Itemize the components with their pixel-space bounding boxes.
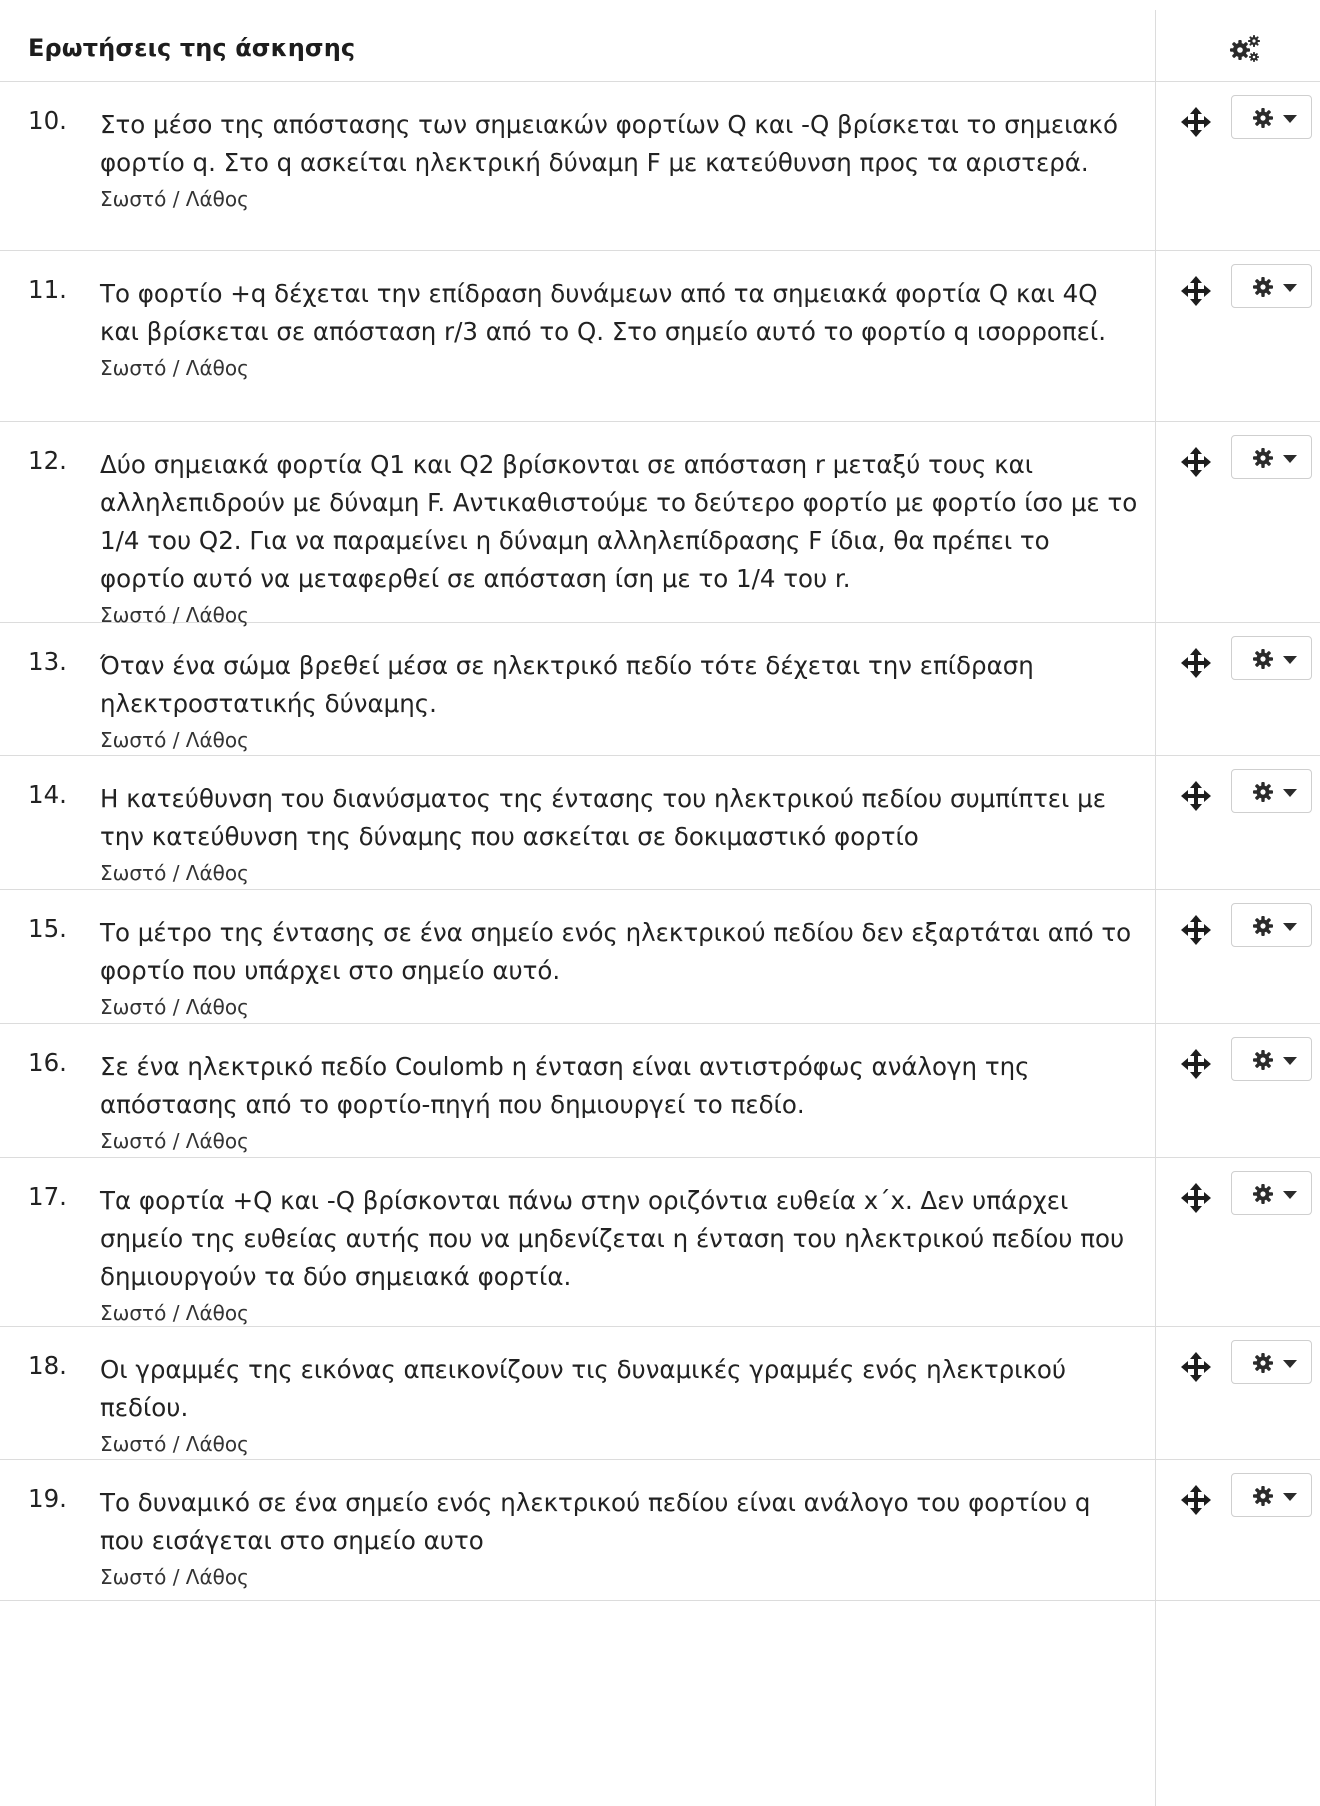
gear-icon xyxy=(1252,1049,1274,1071)
caret-down-icon xyxy=(1283,115,1297,123)
caret-down-icon xyxy=(1283,789,1297,797)
question-text-label: Το δυναμικό σε ένα σημείο ενός ηλεκτρικού πεδίου είναι ανάλογο του φορτίου q που εισάγεται στο σημείο αυτο xyxy=(100,1488,1091,1555)
table-header xyxy=(0,0,1320,82)
caret-down-icon xyxy=(1283,455,1297,463)
question-row xyxy=(0,251,1320,422)
question-row xyxy=(0,422,1320,627)
question-text-label: Η κατεύθυνση του διανύσματος της έντασης του ηλεκτρικού πεδίου συμπίπτει με την κατεύθυνση της δύναμης που ασκείται σε δοκιμαστικό φορτίο xyxy=(100,784,1106,851)
question-row xyxy=(0,82,1320,251)
question-type: Σωστό / Λάθος xyxy=(100,995,249,1019)
move-arrows-icon[interactable] xyxy=(1181,781,1211,811)
question-type: Σωστό / Λάθος xyxy=(100,1129,249,1153)
question-text-label: Δύο σημειακά φορτία Q1 και Q2 βρίσκονται σε απόσταση r μεταξύ τους και αλληλεπιδρούν με δύναμη F. Αντικαθιστούμε το δεύτερο φορτίο με φορτίο ίσο με το 1/4 του Q2. Για να παραμείνει η δύναμη αλληλεπίδρασης F ίδια, θα πρέπει το φορτίο αυτό να μεταφερθεί σε απόσταση ίση με το 1/4 του r. xyxy=(100,450,1138,593)
question-menu-button[interactable] xyxy=(1231,1037,1312,1081)
question-menu-button[interactable] xyxy=(1231,769,1312,813)
question-text[interactable] xyxy=(100,1351,1140,1457)
question-number: 18. xyxy=(28,1351,67,1380)
question-text[interactable] xyxy=(100,647,1140,753)
question-type: Σωστό / Λάθος xyxy=(100,861,249,885)
gear-icon xyxy=(1252,107,1274,129)
question-number: 13. xyxy=(28,647,67,676)
question-number: 11. xyxy=(28,275,67,304)
question-number: 12. xyxy=(28,446,67,475)
question-text[interactable] xyxy=(100,106,1140,212)
caret-down-icon xyxy=(1283,1191,1297,1199)
page-title: Ερωτήσεις της άσκησης xyxy=(28,34,356,62)
question-row xyxy=(0,623,1320,756)
question-text[interactable] xyxy=(100,914,1140,1020)
move-arrows-icon[interactable] xyxy=(1181,1049,1211,1079)
question-text[interactable] xyxy=(100,1048,1140,1154)
gear-icon xyxy=(1252,1485,1274,1507)
question-text-label: Τα φορτία +Q και -Q βρίσκονται πάνω στην οριζόντια ευθεία x΄x. Δεν υπάρχει σημείο της ευθείας αυτής που να μηδενίζεται η ένταση του ηλεκτρικού πεδίου που δημιουργούν τα δύο σημειακά φορτία. xyxy=(100,1186,1125,1291)
question-text-label: Σε ένα ηλεκτρικό πεδίο Coulomb η ένταση είναι αντιστρόφως ανάλογη της απόστασης από το φορτίο-πηγή που δημιουργεί το πεδίο. xyxy=(100,1052,1030,1119)
gear-icon xyxy=(1252,447,1274,469)
caret-down-icon xyxy=(1283,923,1297,931)
question-type: Σωστό / Λάθος xyxy=(100,1301,249,1325)
caret-down-icon xyxy=(1283,284,1297,292)
question-number: 15. xyxy=(28,914,67,943)
question-number: 17. xyxy=(28,1182,67,1211)
move-arrows-icon[interactable] xyxy=(1181,1183,1211,1213)
question-menu-button[interactable] xyxy=(1231,636,1312,680)
question-row xyxy=(0,1327,1320,1460)
question-type: Σωστό / Λάθος xyxy=(100,1565,249,1589)
question-type: Σωστό / Λάθος xyxy=(100,1432,249,1456)
caret-down-icon xyxy=(1283,1493,1297,1501)
move-arrows-icon[interactable] xyxy=(1181,648,1211,678)
question-text-label: Το φορτίο +q δέχεται την επίδραση δυνάμεων από τα σημειακά φορτία Q και 4Q και βρίσκεται σε απόσταση r/3 από το Q. Στο σημείο αυτό το φορτίο q ισορροπεί. xyxy=(100,279,1106,346)
gear-icon xyxy=(1252,781,1274,803)
question-row xyxy=(0,756,1320,890)
question-menu-button[interactable] xyxy=(1231,1473,1312,1517)
move-arrows-icon[interactable] xyxy=(1181,107,1211,137)
question-menu-button[interactable] xyxy=(1231,264,1312,308)
move-arrows-icon[interactable] xyxy=(1181,1485,1211,1515)
question-type: Σωστό / Λάθος xyxy=(100,187,249,211)
gear-icon xyxy=(1252,276,1274,298)
question-row xyxy=(0,1158,1320,1327)
question-type: Σωστό / Λάθος xyxy=(100,356,249,380)
question-menu-button[interactable] xyxy=(1231,435,1312,479)
question-menu-button[interactable] xyxy=(1231,95,1312,139)
move-arrows-icon[interactable] xyxy=(1181,1352,1211,1382)
question-menu-button[interactable] xyxy=(1231,1171,1312,1215)
caret-down-icon xyxy=(1283,656,1297,664)
question-number: 10. xyxy=(28,106,67,135)
question-text[interactable] xyxy=(100,446,1140,628)
move-arrows-icon[interactable] xyxy=(1181,447,1211,477)
question-text[interactable] xyxy=(100,275,1140,381)
gear-icon xyxy=(1252,1352,1274,1374)
caret-down-icon xyxy=(1283,1360,1297,1368)
question-type: Σωστό / Λάθος xyxy=(100,728,249,752)
question-row xyxy=(0,1024,1320,1158)
gear-icon xyxy=(1252,915,1274,937)
question-menu-button[interactable] xyxy=(1231,903,1312,947)
question-text[interactable] xyxy=(100,1182,1140,1326)
move-arrows-icon[interactable] xyxy=(1181,276,1211,306)
question-row xyxy=(0,890,1320,1024)
question-text-label: Όταν ένα σώμα βρεθεί μέσα σε ηλεκτρικό πεδίο τότε δέχεται την επίδραση ηλεκτροστατικής δύναμης. xyxy=(100,651,1034,718)
question-type: Σωστό / Λάθος xyxy=(100,603,249,627)
question-text-label: Οι γραμμές της εικόνας απεικονίζουν τις δυναμικές γραμμές ενός ηλεκτρικού πεδίου. xyxy=(100,1355,1067,1422)
gear-icon xyxy=(1252,648,1274,670)
question-text-label: Το μέτρο της έντασης σε ένα σημείο ενός ηλεκτρικού πεδίου δεν εξαρτάται από το φορτίο που υπάρχει στο σημείο αυτό. xyxy=(100,918,1132,985)
question-text[interactable] xyxy=(100,780,1140,886)
gear-icon xyxy=(1252,1183,1274,1205)
question-number: 19. xyxy=(28,1484,67,1513)
question-number: 14. xyxy=(28,780,67,809)
question-number: 16. xyxy=(28,1048,67,1077)
move-arrows-icon[interactable] xyxy=(1181,915,1211,945)
question-menu-button[interactable] xyxy=(1231,1340,1312,1384)
question-row xyxy=(0,1460,1320,1601)
caret-down-icon xyxy=(1283,1057,1297,1065)
question-text-label: Στο μέσο της απόστασης των σημειακών φορτίων Q και -Q βρίσκεται το σημειακό φορτίο q. Στο q ασκείται ηλεκτρική δύναμη F με κατεύθυνση προς τα αριστερά. xyxy=(100,110,1118,177)
cogs-icon[interactable] xyxy=(1228,33,1262,63)
question-text[interactable] xyxy=(100,1484,1140,1590)
